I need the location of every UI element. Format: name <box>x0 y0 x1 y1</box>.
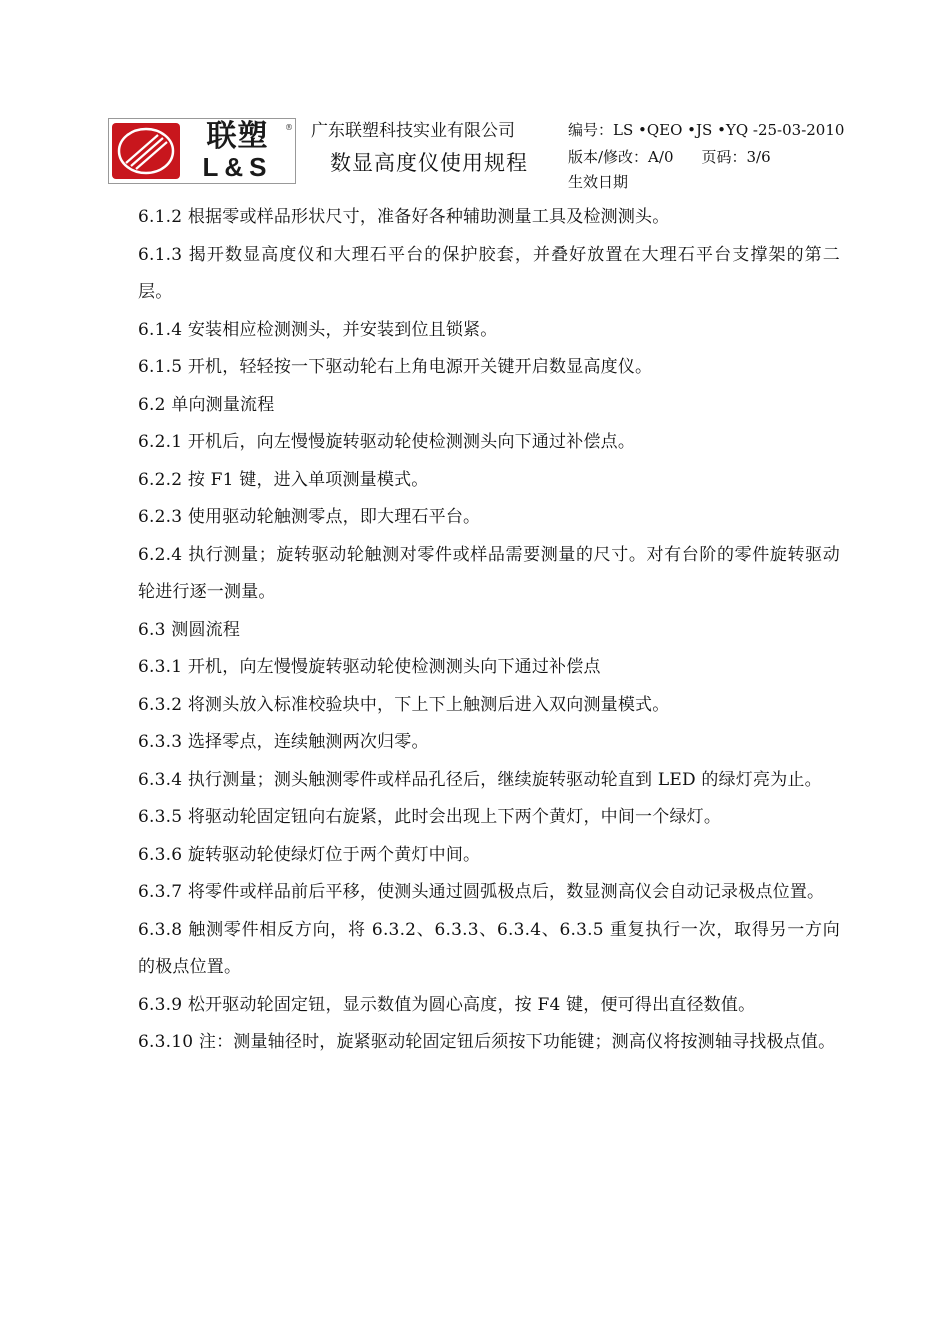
document-number: 编号：LS •QEO •JS •YQ -25-03-2010 <box>568 121 845 139</box>
paragraph: 6.3.4 执行测量；测头触测零件或样品孔径后，继续旋转驱动轮直到 LED 的绿灯亮为止。 <box>138 769 822 790</box>
document-title: 数显高度仪使用规程 <box>330 151 528 175</box>
paragraph: 6.3.1 开机，向左慢慢旋转驱动轮使检测测头向下通过补偿点 <box>138 657 601 677</box>
page-number: 页码：3/6 <box>701 148 771 166</box>
paragraph: 6.3.9 松开驱动轮固定钮，显示数值为圆心高度，按 F4 键，便可得出直径数值。 <box>138 994 756 1015</box>
registered-mark: ® <box>285 123 293 132</box>
document-body <box>138 199 840 1062</box>
version-page-line <box>568 146 771 167</box>
paragraph: 6.2.1 开机后，向左慢慢旋转驱动轮使检测测头向下通过补偿点。 <box>138 432 636 452</box>
paragraph: 6.3.5 将驱动轮固定钮向右旋紧，此时会出现上下两个黄灯，中间一个绿灯。 <box>138 807 722 827</box>
version-info: 版本/修改：A/0 <box>568 148 674 166</box>
paragraph: 6.2.3 使用驱动轮触测零点，即大理石平台。 <box>138 507 481 527</box>
paragraph: 6.3.7 将零件或样品前后平移，使测头通过圆弧极点后，数显测高仪会自动记录极点位置。 <box>138 882 825 902</box>
paragraph: 6.3.8 触测零件相反方向，将 6.3.2、6.3.3、6.3.4、6.3.5 重复执行一次，取得另一方向的极点位置。 <box>138 919 840 977</box>
logo-english-text: L&S <box>202 152 273 182</box>
logo-chinese-text: 联塑 <box>206 119 269 154</box>
company-name: 广东联塑科技实业有限公司 <box>311 121 515 141</box>
section-heading: 6.3 测圆流程 <box>138 619 241 640</box>
paragraph: 6.1.3 揭开数显高度仪和大理石平台的保护胶套，并叠好放置在大理石平台支撑架的第二层。 <box>138 244 840 302</box>
paragraph: 6.1.5 开机，轻轻按一下驱动轮右上角电源开关键开启数显高度仪。 <box>138 357 653 377</box>
logo-wordmark <box>180 119 295 182</box>
paragraph: 6.3.2 将测头放入标准校验块中，下上下上触测后进入双向测量模式。 <box>138 694 670 715</box>
paragraph: 6.1.4 安装相应检测测头，并安装到位且锁紧。 <box>138 319 498 340</box>
paragraph: 6.2.4 执行测量；旋转驱动轮触测对零件或样品需要测量的尺寸。对有台阶的零件旋转驱动轮进行逐一测量。 <box>138 544 840 602</box>
logo-emblem-icon <box>112 123 180 179</box>
company-logo <box>108 118 296 184</box>
paragraph: 6.1.2 根据零或样品形状尺寸，准备好各种辅助测量工具及检测测头。 <box>138 207 670 227</box>
paragraph: 6.2.2 按 F1 键，进入单项测量模式。 <box>138 469 429 490</box>
effective-date: 生效日期 <box>568 173 629 191</box>
paragraph: 6.3.10 注：测量轴径时，旋紧驱动轮固定钮后须按下功能键；测高仪将按测轴寻找极点值。 <box>138 1032 836 1052</box>
paragraph: 6.3.3 选择零点，连续触测两次归零。 <box>138 732 429 752</box>
section-heading: 6.2 单向测量流程 <box>138 394 275 415</box>
paragraph: 6.3.6 旋转驱动轮使绿灯位于两个黄灯中间。 <box>138 844 481 865</box>
